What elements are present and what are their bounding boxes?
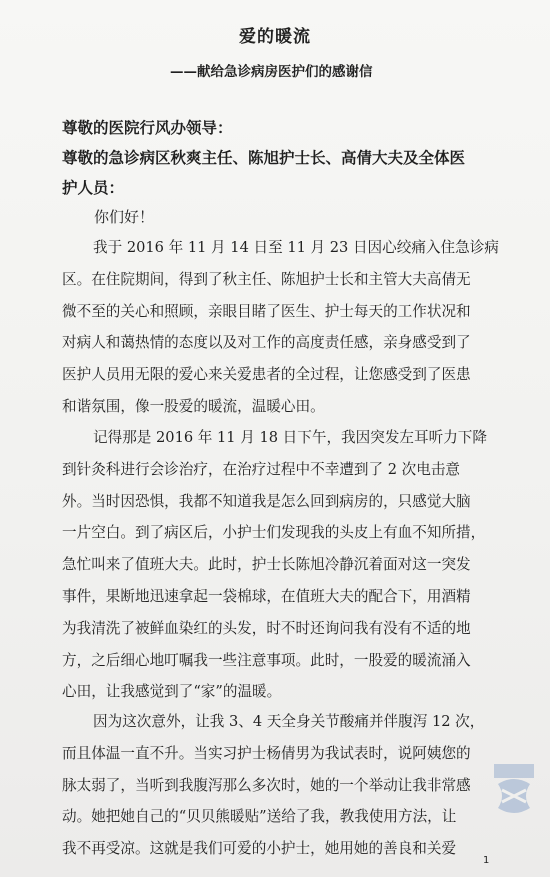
text-line: 急忙叫来了值班大夫。此时，护士长陈旭冷静沉着面对这一突发 (62, 556, 471, 574)
text-line: 记得那是 2016 年 11 月 18 日下午，我因突发左耳听力下降 (93, 429, 487, 446)
text-line: 区。在住院期间，得到了秋主任、陈旭护士长和主管大夫高倩无 (62, 270, 471, 288)
greeting: 你们好！ (94, 208, 155, 226)
salutation-line: 尊敬的医院行风办领导： (62, 118, 233, 137)
text-line: 方，之后细心地叮嘱我一些注意事项。此时，一股爱的暖流涌入 (62, 651, 471, 669)
salutation-line: 尊敬的急诊病区秋爽主任、陈旭护士长、高倩大夫及全体医 (62, 148, 466, 167)
text-line: 事件，果断地迅速拿起一袋棉球，在值班大夫的配合下，用酒精 (62, 587, 471, 605)
text-line: 脉太弱了，当听到我腹泻那么多次时，她的一个举动让我非常感 (62, 776, 471, 794)
page-number: 1 (483, 855, 490, 866)
text-line: 我不再受凉。这就是我们可爱的小护士，她用她的善良和关爱 (62, 840, 457, 858)
paragraph-2 (62, 422, 487, 708)
text-line: 微不至的关心和照顾，亲眼目睹了医生、护士每天的工作状况和 (62, 302, 471, 320)
text-line: 因为这次意外，让我 3、4 天全身关节酸痛并伴腹泻 12 次， (93, 713, 485, 730)
text-line: 医护人员用无限的爱心来关爱患者的全过程，让您感受到了医患 (62, 366, 471, 384)
paragraph-3 (62, 706, 485, 865)
hospital-logo-watermark (486, 756, 542, 826)
text-line: 一片空白。到了病区后，小护士们发现我的头皮上有血不知所措， (62, 524, 486, 542)
text-line: 而且体温一直不升。当实习护士杨倩男为我试表时，说阿姨您的 (62, 744, 471, 762)
text-line: 动。她把她自己的“贝贝熊暖贴”送给了我，教我使用方法，让 (62, 808, 457, 826)
text-line: 对病人和蔼热情的态度以及对工作的高度责任感，亲身感受到了 (62, 334, 471, 352)
letter-title: 爱的暖流 (239, 27, 311, 47)
text-line: 为我清洗了被鲜血染红的头发，时不时还询问我有没有不适的地 (62, 619, 471, 637)
text-line: 心田，让我感觉到了“家”的温暖。 (62, 683, 282, 701)
text-line: 我于 2016 年 11 月 14 日至 11 月 23 日因心绞痛入住急诊病 (93, 239, 499, 256)
salutation-line: 护人员： (62, 178, 125, 197)
paragraph-1 (62, 232, 499, 423)
text-line: 和谐氛围，像一股爱的暖流，温暖心田。 (62, 397, 325, 415)
text-line: 到针灸科进行会诊治疗，在治疗过程中不幸遭到了 2 次电击意 (62, 460, 461, 478)
text-line: 外。当时因恐惧，我都不知道我是怎么回到病房的，只感觉大脑 (62, 492, 471, 510)
letter-subtitle: ——献给急诊病房医护们的感谢信 (170, 64, 373, 80)
